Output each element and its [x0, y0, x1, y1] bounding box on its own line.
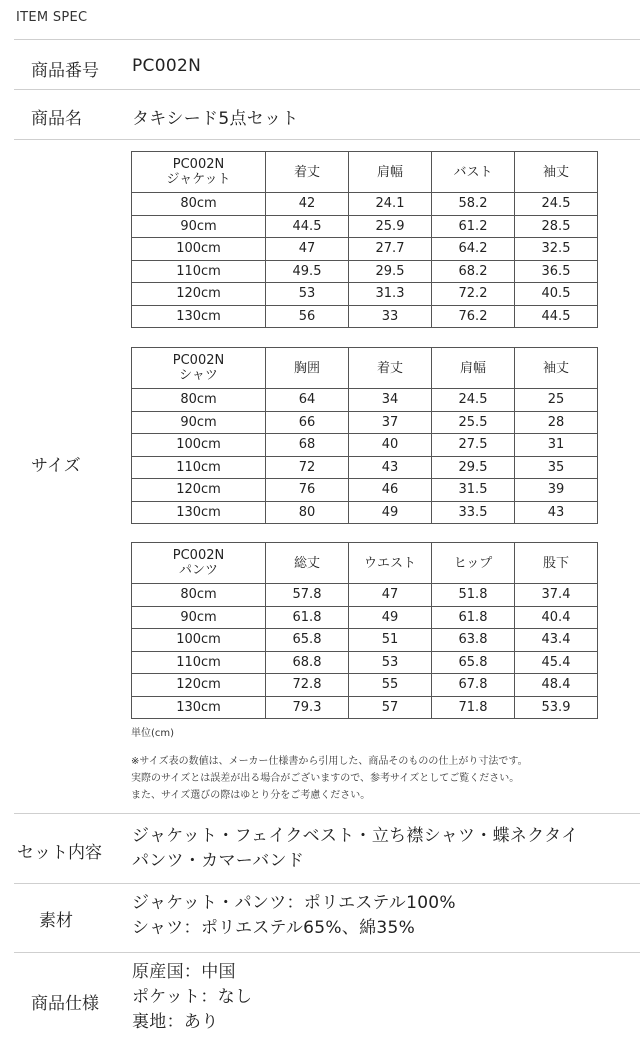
measurement-cell: 25.5 [432, 411, 515, 434]
product-number-label: 商品番号 [31, 61, 99, 81]
measurement-cell: 58.2 [432, 193, 515, 216]
measurement-cell: 24.5 [432, 389, 515, 412]
measurement-cell: 29.5 [349, 260, 432, 283]
measurement-cell: 45.4 [515, 651, 598, 674]
measurement-cell: 64 [266, 389, 349, 412]
measurement-cell: 80 [266, 501, 349, 524]
note-line: 実際のサイズとは誤差が出る場合がございますので、参考サイズとしてご覧ください。 [131, 773, 520, 784]
size-table-shirt [131, 347, 598, 524]
table-title-item: シャツ [179, 368, 218, 383]
divider [14, 883, 640, 884]
table-row [132, 238, 598, 261]
measurement-cell: 25.9 [349, 215, 432, 238]
measurement-cell: 47 [349, 584, 432, 607]
measurement-cell: 31.5 [432, 479, 515, 502]
table-row [132, 215, 598, 238]
note-line: また、サイズ選びの際はゆとり分をご考慮ください。 [131, 790, 371, 801]
table-row [132, 501, 598, 524]
size-cell: 120cm [132, 674, 266, 697]
size-cell: 130cm [132, 501, 266, 524]
measurement-cell: 61.8 [266, 606, 349, 629]
table-title-item: パンツ [178, 563, 218, 578]
column-header: 着丈 [349, 348, 432, 389]
size-cell: 80cm [132, 193, 266, 216]
table-header-row [132, 348, 598, 389]
measurement-cell: 29.5 [432, 456, 515, 479]
table-title-cell [132, 543, 266, 584]
table-row [132, 696, 598, 719]
measurement-cell: 67.8 [432, 674, 515, 697]
set-contents-label: セット内容 [17, 843, 102, 863]
measurement-cell: 25 [515, 389, 598, 412]
measurement-cell: 64.2 [432, 238, 515, 261]
measurement-cell: 57 [349, 696, 432, 719]
measurement-cell: 61.2 [432, 215, 515, 238]
measurement-cell: 35 [515, 456, 598, 479]
measurement-cell: 53 [266, 283, 349, 306]
table-row [132, 479, 598, 502]
section-header: ITEM SPEC [16, 10, 88, 25]
measurement-cell: 28 [515, 411, 598, 434]
measurement-cell: 49 [349, 501, 432, 524]
table-row [132, 629, 598, 652]
measurement-cell: 33 [349, 305, 432, 328]
measurement-cell: 27.5 [432, 434, 515, 457]
product-name-label: 商品名 [31, 109, 82, 129]
column-header: 肩幅 [432, 348, 515, 389]
size-cell: 120cm [132, 479, 266, 502]
size-cell: 110cm [132, 456, 266, 479]
size-cell: 130cm [132, 696, 266, 719]
table-row [132, 674, 598, 697]
measurement-cell: 31 [515, 434, 598, 457]
measurement-cell: 31.3 [349, 283, 432, 306]
table-row [132, 584, 598, 607]
measurement-cell: 71.8 [432, 696, 515, 719]
measurement-cell: 48.4 [515, 674, 598, 697]
divider [14, 139, 640, 140]
divider [14, 952, 640, 953]
measurement-cell: 72.2 [432, 283, 515, 306]
measurement-cell: 56 [266, 305, 349, 328]
specs-line: ポケット：なし [132, 987, 253, 1007]
column-header: 袖丈 [515, 348, 598, 389]
table-header-row [132, 543, 598, 584]
table-title-code: PC002N [172, 353, 225, 368]
measurement-cell: 49 [349, 606, 432, 629]
column-header: 胸囲 [266, 348, 349, 389]
measurement-cell: 37 [349, 411, 432, 434]
measurement-cell: 55 [349, 674, 432, 697]
measurement-cell: 34 [349, 389, 432, 412]
table-row [132, 305, 598, 328]
measurement-cell: 44.5 [266, 215, 349, 238]
specs-value [132, 960, 252, 1035]
measurement-cell: 32.5 [515, 238, 598, 261]
measurement-cell: 57.8 [266, 584, 349, 607]
measurement-cell: 61.8 [432, 606, 515, 629]
size-cell: 120cm [132, 283, 266, 306]
measurement-cell: 43 [349, 456, 432, 479]
measurement-cell: 37.4 [515, 584, 598, 607]
set-contents-line: パンツ・カマーバンド [132, 851, 305, 871]
measurement-cell: 72 [266, 456, 349, 479]
measurement-cell: 51 [349, 629, 432, 652]
column-header: 股下 [515, 543, 598, 584]
measurement-cell: 76.2 [432, 305, 515, 328]
size-cell: 90cm [132, 606, 266, 629]
measurement-cell: 40.4 [515, 606, 598, 629]
column-header: 総丈 [266, 543, 349, 584]
column-header: ウエスト [349, 543, 432, 584]
specs-line: 原産国：中国 [132, 962, 236, 982]
measurement-cell: 40.5 [515, 283, 598, 306]
table-title-cell [132, 348, 266, 389]
measurement-cell: 24.5 [515, 193, 598, 216]
table-row [132, 283, 598, 306]
column-header: 着丈 [266, 152, 349, 193]
size-table-jacket [131, 151, 598, 328]
unit-label: 単位(cm) [131, 728, 175, 739]
note-line: ※サイズ表の数値は、メーカー仕様書から引用した、商品そのものの仕上がり寸法です。 [131, 756, 528, 767]
divider [14, 39, 640, 40]
size-cell: 80cm [132, 584, 266, 607]
measurement-cell: 43 [515, 501, 598, 524]
table-row [132, 411, 598, 434]
column-header: バスト [432, 152, 515, 193]
table-title-code: PC002N [172, 157, 225, 172]
measurement-cell: 43.4 [515, 629, 598, 652]
size-cell: 110cm [132, 651, 266, 674]
material-label: 素材 [39, 911, 73, 931]
size-cell: 110cm [132, 260, 266, 283]
measurement-cell: 66 [266, 411, 349, 434]
measurement-cell: 28.5 [515, 215, 598, 238]
measurement-cell: 44.5 [515, 305, 598, 328]
column-header: ヒップ [432, 543, 515, 584]
table-title-item: ジャケット [166, 172, 231, 187]
measurement-cell: 68 [266, 434, 349, 457]
product-name-value: タキシード5点セット [132, 109, 299, 129]
table-row [132, 456, 598, 479]
measurement-cell: 72.8 [266, 674, 349, 697]
column-header: 袖丈 [515, 152, 598, 193]
table-header-row [132, 152, 598, 193]
divider [14, 813, 640, 814]
measurement-cell: 47 [266, 238, 349, 261]
measurement-cell: 27.7 [349, 238, 432, 261]
measurement-cell: 51.8 [432, 584, 515, 607]
measurement-cell: 53 [349, 651, 432, 674]
size-notes [131, 753, 528, 804]
measurement-cell: 79.3 [266, 696, 349, 719]
column-header: 肩幅 [349, 152, 432, 193]
product-number-value: PC002N [132, 56, 202, 76]
table-row [132, 606, 598, 629]
measurement-cell: 42 [266, 193, 349, 216]
size-table-pants [131, 542, 598, 719]
measurement-cell: 46 [349, 479, 432, 502]
size-cell: 100cm [132, 434, 266, 457]
table-row [132, 193, 598, 216]
table-title-code: PC002N [172, 548, 225, 563]
table-row [132, 260, 598, 283]
size-cell: 100cm [132, 629, 266, 652]
table-row [132, 389, 598, 412]
material-line: シャツ：ポリエステル65%、綿35% [132, 918, 416, 938]
measurement-cell: 76 [266, 479, 349, 502]
measurement-cell: 40 [349, 434, 432, 457]
specs-label: 商品仕様 [31, 994, 99, 1014]
set-contents-line: ジャケット・フェイクベスト・立ち襟シャツ・蝶ネクタイ [132, 826, 579, 846]
size-cell: 80cm [132, 389, 266, 412]
table-title-cell [132, 152, 266, 193]
size-cell: 90cm [132, 215, 266, 238]
measurement-cell: 24.1 [349, 193, 432, 216]
size-cell: 90cm [132, 411, 266, 434]
divider [14, 89, 640, 90]
measurement-cell: 39 [515, 479, 598, 502]
table-row [132, 434, 598, 457]
specs-line: 裏地：あり [132, 1012, 219, 1032]
measurement-cell: 63.8 [432, 629, 515, 652]
material-line: ジャケット・パンツ：ポリエステル100% [132, 893, 456, 913]
measurement-cell: 53.9 [515, 696, 598, 719]
measurement-cell: 36.5 [515, 260, 598, 283]
measurement-cell: 49.5 [266, 260, 349, 283]
size-cell: 130cm [132, 305, 266, 328]
measurement-cell: 68.8 [266, 651, 349, 674]
measurement-cell: 65.8 [266, 629, 349, 652]
size-cell: 100cm [132, 238, 266, 261]
size-label: サイズ [31, 456, 81, 476]
measurement-cell: 68.2 [432, 260, 515, 283]
measurement-cell: 33.5 [432, 501, 515, 524]
measurement-cell: 65.8 [432, 651, 515, 674]
material-value [132, 891, 456, 941]
table-row [132, 651, 598, 674]
set-contents-value [132, 824, 578, 874]
